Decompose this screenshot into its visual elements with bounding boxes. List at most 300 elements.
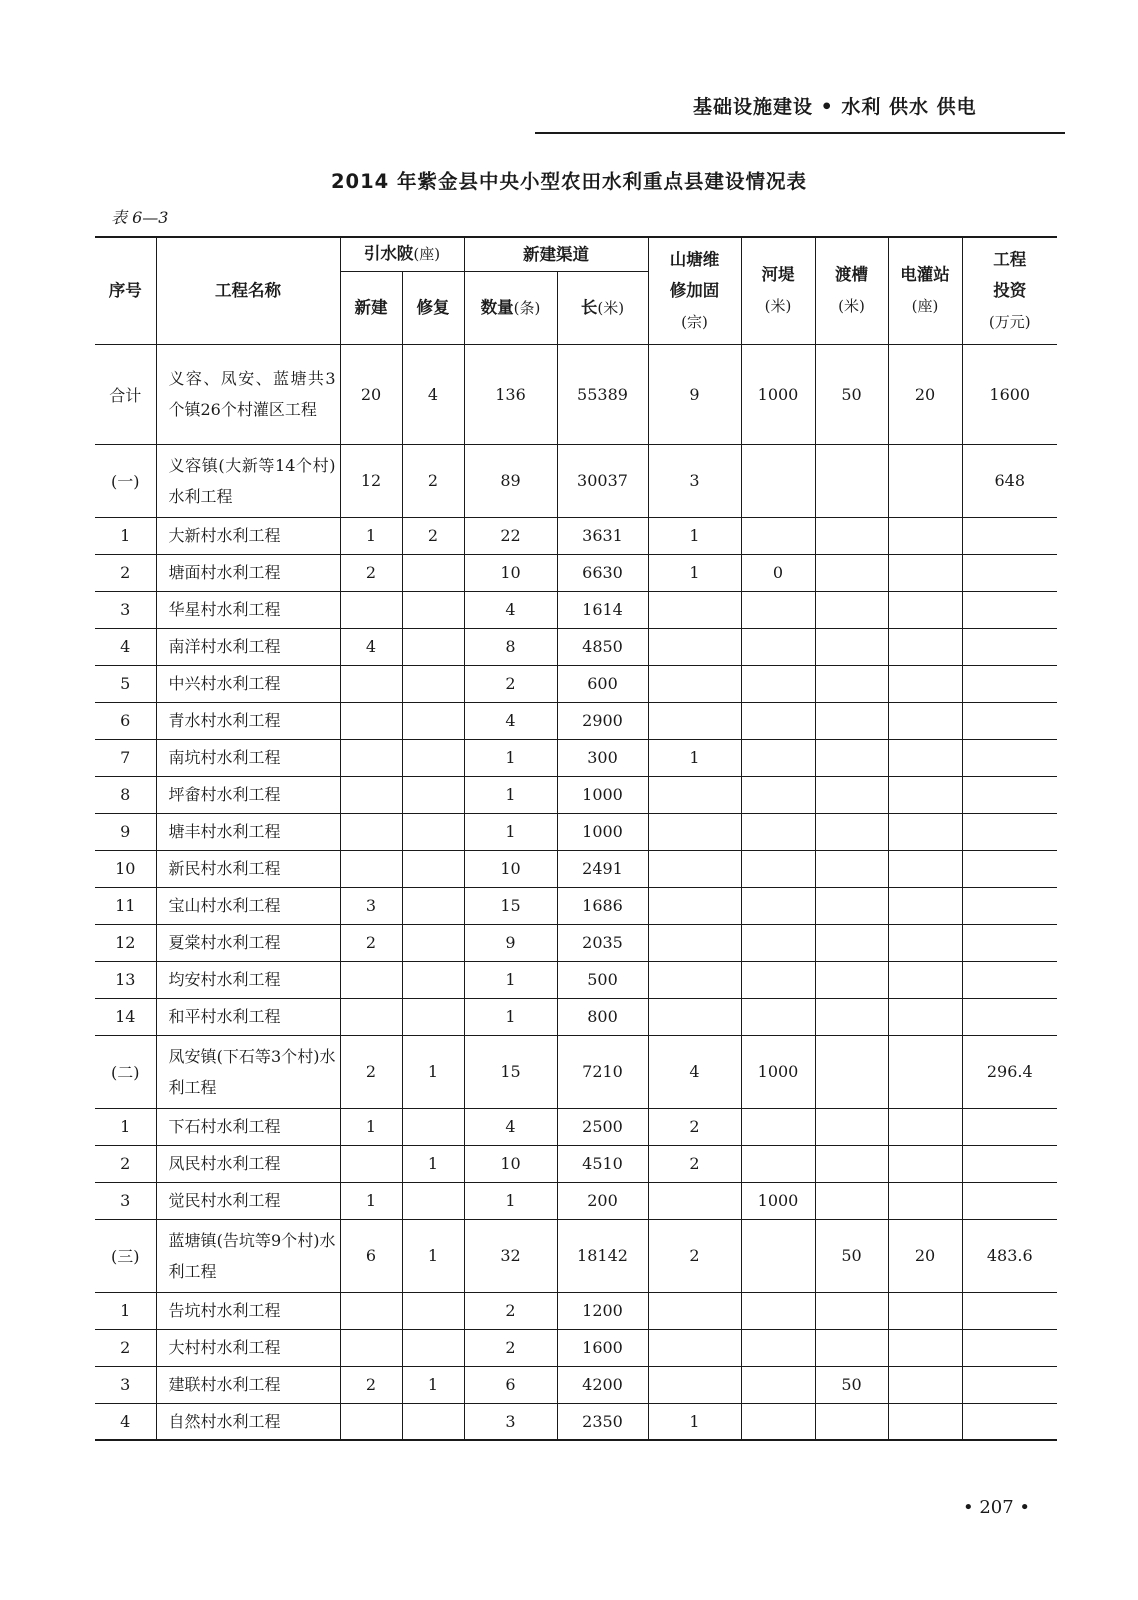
header-station: 电灌站 (座) (888, 237, 962, 344)
cell-aqueduct (815, 887, 888, 924)
cell-dike (741, 1403, 815, 1440)
cell-invest (962, 554, 1057, 591)
table-row (95, 813, 1057, 850)
cell-canal-count: 4 (464, 1108, 557, 1145)
cell-dam-new (340, 961, 402, 998)
table-row (95, 887, 1057, 924)
cell-aqueduct (815, 739, 888, 776)
cell-dam-new (340, 1329, 402, 1366)
cell-pond (648, 628, 741, 665)
cell-seq: 合计 (95, 344, 156, 444)
cell-canal-count: 4 (464, 702, 557, 739)
table-title: 2014 年紫金县中央小型农田水利重点县建设情况表 (330, 170, 808, 193)
cell-aqueduct (815, 444, 888, 517)
table-row (95, 739, 1057, 776)
cell-dam-repair: 1 (402, 1366, 464, 1403)
cell-canal-length: 6630 (557, 554, 648, 591)
table-row (95, 1182, 1057, 1219)
cell-pond (648, 591, 741, 628)
cell-dam-repair (402, 887, 464, 924)
cell-name: 夏棠村水利工程 (156, 924, 340, 961)
header-aqueduct: 渡槽 (米) (815, 237, 888, 344)
cell-station (888, 665, 962, 702)
cell-pond (648, 887, 741, 924)
cell-aqueduct (815, 1108, 888, 1145)
cell-canal-length: 55389 (557, 344, 648, 444)
cell-dam-repair (402, 739, 464, 776)
header-name: 工程名称 (156, 237, 340, 344)
cell-canal-length: 18142 (557, 1219, 648, 1292)
cell-dam-repair (402, 702, 464, 739)
cell-seq: 2 (95, 1329, 156, 1366)
cell-canal-length: 200 (557, 1182, 648, 1219)
cell-canal-length: 1600 (557, 1329, 648, 1366)
cell-dam-new (340, 813, 402, 850)
cell-aqueduct (815, 628, 888, 665)
cell-seq: 14 (95, 998, 156, 1035)
table-row (95, 1035, 1057, 1108)
cell-canal-count: 1 (464, 776, 557, 813)
cell-name: 自然村水利工程 (156, 1403, 340, 1440)
cell-dike (741, 776, 815, 813)
cell-aqueduct (815, 702, 888, 739)
cell-dam-new (340, 1145, 402, 1182)
cell-station (888, 1403, 962, 1440)
cell-dam-new (340, 591, 402, 628)
cell-station (888, 554, 962, 591)
table-row (95, 444, 1057, 517)
cell-seq: 3 (95, 1182, 156, 1219)
cell-canal-length: 2900 (557, 702, 648, 739)
cell-invest (962, 517, 1057, 554)
cell-canal-length: 7210 (557, 1035, 648, 1108)
cell-pond: 1 (648, 517, 741, 554)
cell-dam-new: 2 (340, 1366, 402, 1403)
cell-dam-repair (402, 776, 464, 813)
cell-pond (648, 1182, 741, 1219)
table-row (95, 961, 1057, 998)
table-row (95, 1329, 1057, 1366)
cell-dam-repair (402, 924, 464, 961)
table-row (95, 1292, 1057, 1329)
cell-name: 华星村水利工程 (156, 591, 340, 628)
cell-dam-repair (402, 665, 464, 702)
cell-canal-count: 22 (464, 517, 557, 554)
table-number: 表 6—3 (111, 208, 169, 227)
cell-canal-length: 300 (557, 739, 648, 776)
cell-dike: 1000 (741, 1035, 815, 1108)
cell-dam-repair (402, 554, 464, 591)
cell-dam-repair (402, 1292, 464, 1329)
cell-invest: 648 (962, 444, 1057, 517)
cell-pond (648, 1366, 741, 1403)
cell-canal-count: 89 (464, 444, 557, 517)
header-seq: 序号 (95, 237, 156, 344)
cell-station (888, 998, 962, 1035)
cell-canal-length: 1200 (557, 1292, 648, 1329)
cell-station (888, 739, 962, 776)
cell-canal-count: 4 (464, 591, 557, 628)
cell-invest (962, 1182, 1057, 1219)
cell-pond (648, 961, 741, 998)
cell-dam-new: 2 (340, 924, 402, 961)
cell-dike (741, 702, 815, 739)
cell-pond (648, 702, 741, 739)
cell-name: 告坑村水利工程 (156, 1292, 340, 1329)
header-canal-length: 长(米) (557, 271, 648, 344)
cell-seq: (三) (95, 1219, 156, 1292)
cell-canal-length: 4850 (557, 628, 648, 665)
table-row (95, 1108, 1057, 1145)
cell-dam-repair (402, 850, 464, 887)
cell-canal-length: 30037 (557, 444, 648, 517)
cell-station (888, 1329, 962, 1366)
cell-canal-length: 3631 (557, 517, 648, 554)
cell-canal-length: 4200 (557, 1366, 648, 1403)
cell-station: 20 (888, 344, 962, 444)
cell-aqueduct (815, 1403, 888, 1440)
cell-dam-new (340, 665, 402, 702)
cell-pond: 9 (648, 344, 741, 444)
cell-dike (741, 665, 815, 702)
cell-seq: 1 (95, 517, 156, 554)
cell-canal-length: 1000 (557, 813, 648, 850)
cell-name: 和平村水利工程 (156, 998, 340, 1035)
cell-pond: 3 (648, 444, 741, 517)
cell-seq: 12 (95, 924, 156, 961)
cell-pond: 2 (648, 1145, 741, 1182)
cell-aqueduct: 50 (815, 1219, 888, 1292)
cell-name: 蓝塘镇(告坑等9个村)水利工程 (156, 1219, 340, 1292)
table-row (95, 924, 1057, 961)
cell-dam-new (340, 850, 402, 887)
cell-station (888, 1035, 962, 1108)
header-rule (535, 132, 1065, 134)
cell-dike (741, 961, 815, 998)
cell-name: 义容、凤安、蓝塘共3个镇26个村灌区工程 (156, 344, 340, 444)
cell-aqueduct (815, 1292, 888, 1329)
cell-seq: 11 (95, 887, 156, 924)
cell-station (888, 1182, 962, 1219)
cell-canal-count: 1 (464, 739, 557, 776)
cell-pond (648, 1292, 741, 1329)
cell-station (888, 517, 962, 554)
cell-dike (741, 1292, 815, 1329)
cell-dam-new: 4 (340, 628, 402, 665)
cell-seq: 13 (95, 961, 156, 998)
cell-seq: (一) (95, 444, 156, 517)
cell-canal-length: 2491 (557, 850, 648, 887)
cell-invest (962, 1403, 1057, 1440)
cell-canal-length: 500 (557, 961, 648, 998)
cell-canal-length: 1686 (557, 887, 648, 924)
cell-canal-count: 32 (464, 1219, 557, 1292)
cell-dam-repair: 2 (402, 517, 464, 554)
cell-canal-length: 1000 (557, 776, 648, 813)
cell-dam-repair: 4 (402, 344, 464, 444)
cell-seq: (二) (95, 1035, 156, 1108)
cell-dike (741, 850, 815, 887)
cell-invest (962, 813, 1057, 850)
cell-dam-repair: 1 (402, 1145, 464, 1182)
cell-canal-count: 10 (464, 554, 557, 591)
table-row (95, 517, 1057, 554)
cell-seq: 9 (95, 813, 156, 850)
cell-canal-count: 9 (464, 924, 557, 961)
cell-dike: 0 (741, 554, 815, 591)
table-row (95, 628, 1057, 665)
cell-dam-repair (402, 998, 464, 1035)
cell-aqueduct (815, 1035, 888, 1108)
cell-seq: 1 (95, 1108, 156, 1145)
cell-aqueduct (815, 517, 888, 554)
cell-invest (962, 1366, 1057, 1403)
cell-aqueduct (815, 1145, 888, 1182)
cell-canal-count: 2 (464, 1329, 557, 1366)
cell-dike: 1000 (741, 1182, 815, 1219)
cell-dike (741, 998, 815, 1035)
cell-pond (648, 998, 741, 1035)
cell-invest (962, 887, 1057, 924)
cell-name: 南洋村水利工程 (156, 628, 340, 665)
cell-pond: 2 (648, 1219, 741, 1292)
cell-invest (962, 924, 1057, 961)
cell-dike (741, 1329, 815, 1366)
cell-invest (962, 850, 1057, 887)
cell-canal-count: 2 (464, 665, 557, 702)
cell-canal-length: 1614 (557, 591, 648, 628)
cell-station (888, 1145, 962, 1182)
cell-dam-new: 20 (340, 344, 402, 444)
cell-dam-new: 1 (340, 1108, 402, 1145)
cell-name: 塘面村水利工程 (156, 554, 340, 591)
cell-dam-new: 1 (340, 1182, 402, 1219)
cell-name: 塘丰村水利工程 (156, 813, 340, 850)
cell-dike (741, 887, 815, 924)
cell-dam-repair: 1 (402, 1035, 464, 1108)
cell-invest: 483.6 (962, 1219, 1057, 1292)
cell-dam-new: 2 (340, 1035, 402, 1108)
cell-station (888, 591, 962, 628)
cell-dam-repair (402, 813, 464, 850)
cell-station (888, 850, 962, 887)
table-row (95, 1219, 1057, 1292)
cell-station (888, 887, 962, 924)
cell-dam-new (340, 1292, 402, 1329)
cell-seq: 3 (95, 1366, 156, 1403)
cell-dam-new (340, 998, 402, 1035)
cell-station (888, 1108, 962, 1145)
table-row (95, 1145, 1057, 1182)
header-canal-group: 新建渠道 (464, 237, 648, 271)
cell-invest (962, 739, 1057, 776)
cell-pond: 4 (648, 1035, 741, 1108)
cell-canal-count: 15 (464, 1035, 557, 1108)
cell-canal-length: 2350 (557, 1403, 648, 1440)
cell-aqueduct (815, 665, 888, 702)
cell-aqueduct (815, 776, 888, 813)
cell-station (888, 702, 962, 739)
cell-dam-repair (402, 591, 464, 628)
cell-pond: 1 (648, 739, 741, 776)
cell-station (888, 1366, 962, 1403)
cell-invest (962, 1292, 1057, 1329)
cell-name: 新民村水利工程 (156, 850, 340, 887)
irrigation-table (95, 236, 1057, 1441)
cell-pond: 1 (648, 1403, 741, 1440)
cell-name: 觉民村水利工程 (156, 1182, 340, 1219)
cell-aqueduct: 50 (815, 344, 888, 444)
cell-seq: 1 (95, 1292, 156, 1329)
cell-dam-repair (402, 1182, 464, 1219)
cell-canal-count: 15 (464, 887, 557, 924)
header-dam-repair: 修复 (402, 271, 464, 344)
cell-seq: 7 (95, 739, 156, 776)
cell-invest (962, 776, 1057, 813)
cell-canal-count: 1 (464, 1182, 557, 1219)
cell-seq: 2 (95, 1145, 156, 1182)
table-row (95, 554, 1057, 591)
running-header: 基础设施建设 • 水利 供水 供电 (693, 96, 977, 118)
header-dike: 河堤 (米) (741, 237, 815, 344)
cell-dike: 1000 (741, 344, 815, 444)
cell-dike (741, 739, 815, 776)
cell-name: 建联村水利工程 (156, 1366, 340, 1403)
table-row (95, 1403, 1057, 1440)
cell-canal-count: 1 (464, 998, 557, 1035)
cell-canal-length: 600 (557, 665, 648, 702)
cell-invest (962, 961, 1057, 998)
cell-dam-repair (402, 961, 464, 998)
cell-seq: 6 (95, 702, 156, 739)
cell-canal-length: 2500 (557, 1108, 648, 1145)
cell-canal-count: 3 (464, 1403, 557, 1440)
cell-invest: 296.4 (962, 1035, 1057, 1108)
cell-dam-repair: 1 (402, 1219, 464, 1292)
table-row (95, 665, 1057, 702)
cell-dike (741, 1219, 815, 1292)
cell-invest (962, 1108, 1057, 1145)
cell-seq: 4 (95, 1403, 156, 1440)
cell-dike (741, 444, 815, 517)
cell-dam-repair (402, 1329, 464, 1366)
cell-name: 青水村水利工程 (156, 702, 340, 739)
cell-dike (741, 1108, 815, 1145)
cell-dike (741, 628, 815, 665)
cell-name: 均安村水利工程 (156, 961, 340, 998)
cell-pond: 2 (648, 1108, 741, 1145)
cell-station (888, 776, 962, 813)
header-pond: 山塘维 修加固 (宗) (648, 237, 741, 344)
cell-canal-count: 6 (464, 1366, 557, 1403)
cell-dam-new: 3 (340, 887, 402, 924)
cell-dam-new (340, 702, 402, 739)
cell-station: 20 (888, 1219, 962, 1292)
cell-seq: 10 (95, 850, 156, 887)
cell-name: 下石村水利工程 (156, 1108, 340, 1145)
cell-dike (741, 813, 815, 850)
cell-canal-count: 10 (464, 1145, 557, 1182)
cell-dam-repair (402, 1108, 464, 1145)
cell-seq: 5 (95, 665, 156, 702)
cell-aqueduct (815, 998, 888, 1035)
cell-dam-repair: 2 (402, 444, 464, 517)
cell-station (888, 628, 962, 665)
cell-canal-count: 1 (464, 961, 557, 998)
cell-invest (962, 628, 1057, 665)
cell-name: 大村村水利工程 (156, 1329, 340, 1366)
cell-dam-new (340, 739, 402, 776)
cell-dike (741, 1145, 815, 1182)
header-dam-new: 新建 (340, 271, 402, 344)
cell-name: 大新村水利工程 (156, 517, 340, 554)
cell-station (888, 961, 962, 998)
cell-dam-new: 12 (340, 444, 402, 517)
table-row (95, 1366, 1057, 1403)
cell-canal-length: 4510 (557, 1145, 648, 1182)
cell-canal-length: 800 (557, 998, 648, 1035)
cell-pond (648, 665, 741, 702)
cell-canal-length: 2035 (557, 924, 648, 961)
cell-name: 坪畲村水利工程 (156, 776, 340, 813)
cell-dike (741, 1366, 815, 1403)
cell-aqueduct (815, 924, 888, 961)
cell-pond (648, 776, 741, 813)
cell-dam-new: 2 (340, 554, 402, 591)
cell-name: 凤安镇(下石等3个村)水利工程 (156, 1035, 340, 1108)
cell-invest: 1600 (962, 344, 1057, 444)
header-dam-group: 引水陂(座) (340, 237, 464, 271)
cell-canal-count: 1 (464, 813, 557, 850)
cell-name: 南坑村水利工程 (156, 739, 340, 776)
cell-invest (962, 702, 1057, 739)
cell-pond (648, 813, 741, 850)
header-investment: 工程 投资 (万元) (962, 237, 1057, 344)
cell-invest (962, 1145, 1057, 1182)
cell-canal-count: 8 (464, 628, 557, 665)
cell-dam-new: 1 (340, 517, 402, 554)
cell-dam-new: 6 (340, 1219, 402, 1292)
cell-dam-new (340, 776, 402, 813)
cell-aqueduct (815, 554, 888, 591)
cell-dike (741, 924, 815, 961)
cell-station (888, 924, 962, 961)
cell-dike (741, 517, 815, 554)
cell-seq: 8 (95, 776, 156, 813)
header-canal-count: 数量(条) (464, 271, 557, 344)
cell-dam-repair (402, 1403, 464, 1440)
page-number: • 207 • (963, 1497, 1031, 1518)
cell-invest (962, 591, 1057, 628)
cell-aqueduct (815, 850, 888, 887)
cell-canal-count: 136 (464, 344, 557, 444)
cell-pond (648, 850, 741, 887)
cell-dike (741, 591, 815, 628)
table-row (95, 850, 1057, 887)
cell-dam-new (340, 1403, 402, 1440)
table-row (95, 998, 1057, 1035)
cell-canal-count: 10 (464, 850, 557, 887)
cell-pond (648, 1329, 741, 1366)
table-body (95, 344, 1057, 1440)
cell-station (888, 813, 962, 850)
cell-aqueduct (815, 961, 888, 998)
table-row (95, 702, 1057, 739)
table-row (95, 776, 1057, 813)
cell-invest (962, 665, 1057, 702)
cell-aqueduct: 50 (815, 1366, 888, 1403)
cell-name: 凤民村水利工程 (156, 1145, 340, 1182)
